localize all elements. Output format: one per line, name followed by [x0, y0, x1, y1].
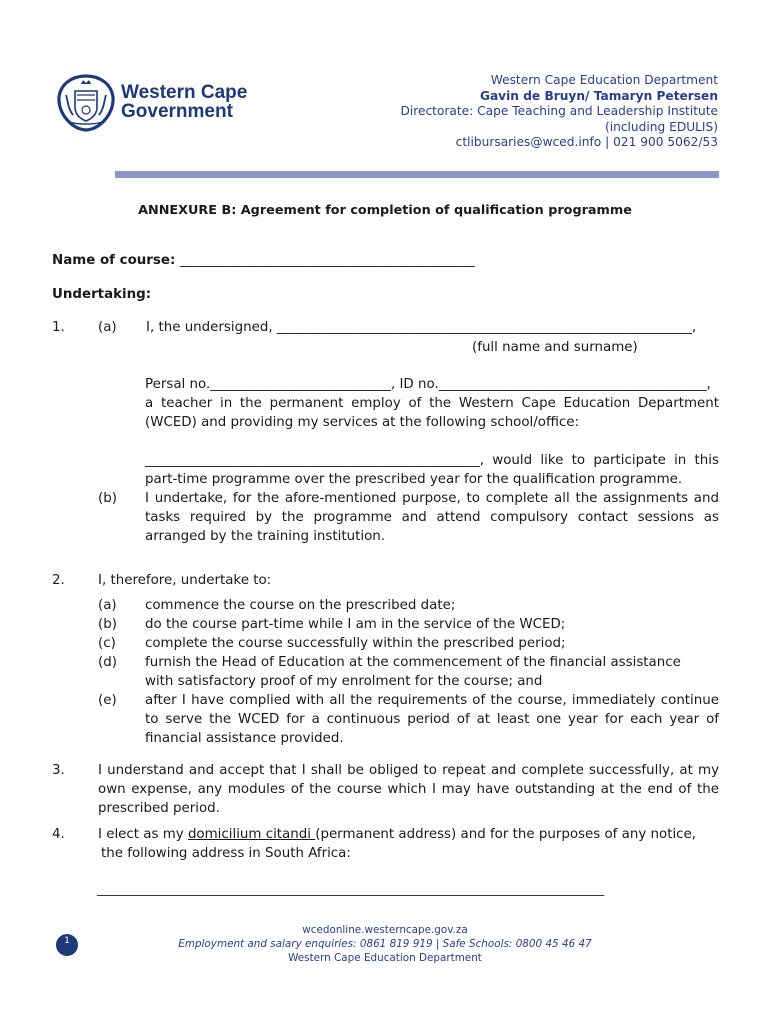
logo-wordmark [121, 83, 247, 121]
item2-b-label: (b) [98, 617, 117, 632]
item4-number: 4. [52, 827, 65, 842]
logo-line-2: Government [121, 101, 233, 122]
footer-department: Western Cape Education Department [288, 952, 482, 964]
coat-of-arms-icon [55, 73, 117, 133]
item2-d-text: furnish the Head of Education at the commencement of the financial assistance with satisfactory proof of my enrolment for the course; and [145, 655, 681, 689]
name-of-course-blank[interactable]: ____________________________________________ [179, 253, 475, 268]
item2-e-text: after I have complied with all the requirements of the course, immediately continue to serve the WCED for a continuous period of at least one year for each year of financial assistance provided. [145, 693, 719, 746]
item1-b-label: (b) [98, 491, 117, 506]
item1-school-line[interactable]: __________________________________________________, would like to participate in this part-time programme over the prescribed year for the qualification programme. [145, 453, 719, 487]
item3-text: I understand and accept that I shall be obliged to repeat and complete successfully, at my own expense, any modules of the course which I may have outstanding at the end of the prescribed period. [98, 763, 719, 816]
item2-b-text: do the course part-time while I am in the service of the WCED; [145, 617, 566, 632]
name-of-course-label: Name of course: [52, 253, 176, 268]
item4-text-post: (permanent address) and for the purposes of any notice, [315, 827, 697, 842]
item1-b-text: I undertake, for the afore-mentioned purpose, to complete all the assignments and tasks required by the programme and attend compulsory contact sessions as arranged by the training institution. [145, 491, 719, 544]
item2-c-label: (c) [98, 636, 116, 651]
address-line[interactable]: ______________________________________________________________________________________ [97, 882, 604, 896]
undertaking-label: Undertaking: [52, 287, 152, 302]
item1-number: 1. [52, 320, 65, 335]
item2-intro: I, therefore, undertake to: [98, 573, 272, 588]
western-cape-government-logo [55, 73, 260, 133]
header-department: Western Cape Education Department [490, 73, 718, 87]
item4-text-pre: I elect as my [98, 827, 188, 842]
item1-a-text[interactable]: I, the undersigned, ______________________________________________________________, [146, 320, 697, 335]
page-number-badge: 1 [56, 934, 78, 956]
item2-e-label: (e) [98, 693, 117, 708]
name-of-course-row [52, 251, 475, 270]
header-contact-info: ctlibursaries@wced.info | 021 900 5062/53 [455, 135, 718, 149]
document-title: ANNEXURE B: Agreement for completion of qualification programme [138, 203, 632, 218]
header-directorate-note: (including EDULIS) [604, 119, 718, 134]
item2-d-label: (d) [98, 655, 117, 670]
item3-number: 3. [52, 763, 65, 778]
item2-number: 2. [52, 573, 65, 588]
item2-a-text: commence the course on the prescribed date; [145, 598, 456, 613]
item1-a-hint: (full name and surname) [472, 340, 638, 355]
item2-a-label: (a) [98, 598, 117, 613]
domicilium-citandi-term: domicilium citandi [187, 827, 316, 842]
header-block [400, 73, 718, 151]
item4-text-line2: the following address in South Africa: [101, 846, 351, 861]
item1-persal-id-line[interactable]: Persal no.___________________________, ID no.________________________________________, [145, 377, 711, 392]
footer-website[interactable]: wcedonline.westerncape.gov.za [302, 924, 468, 936]
logo-line-1: Western Cape [121, 82, 248, 103]
item2-c-text: complete the course successfully within the prescribed period; [145, 636, 566, 651]
item1-employ-text: a teacher in the permanent employ of the Western Cape Education Department (WCED) and providing my services at the following school/office: [145, 396, 719, 430]
item4-text-line1 [98, 825, 696, 844]
header-contacts: Gavin de Bruyn/ Tamaryn Petersen [479, 88, 718, 103]
footer-enquiries: Employment and salary enquiries: 0861 819 919 | Safe Schools: 0800 45 46 47 [178, 938, 592, 950]
item1-a-label: (a) [98, 320, 117, 335]
header-divider [115, 171, 719, 178]
header-directorate: Directorate: Cape Teaching and Leadership Institute [400, 104, 718, 118]
